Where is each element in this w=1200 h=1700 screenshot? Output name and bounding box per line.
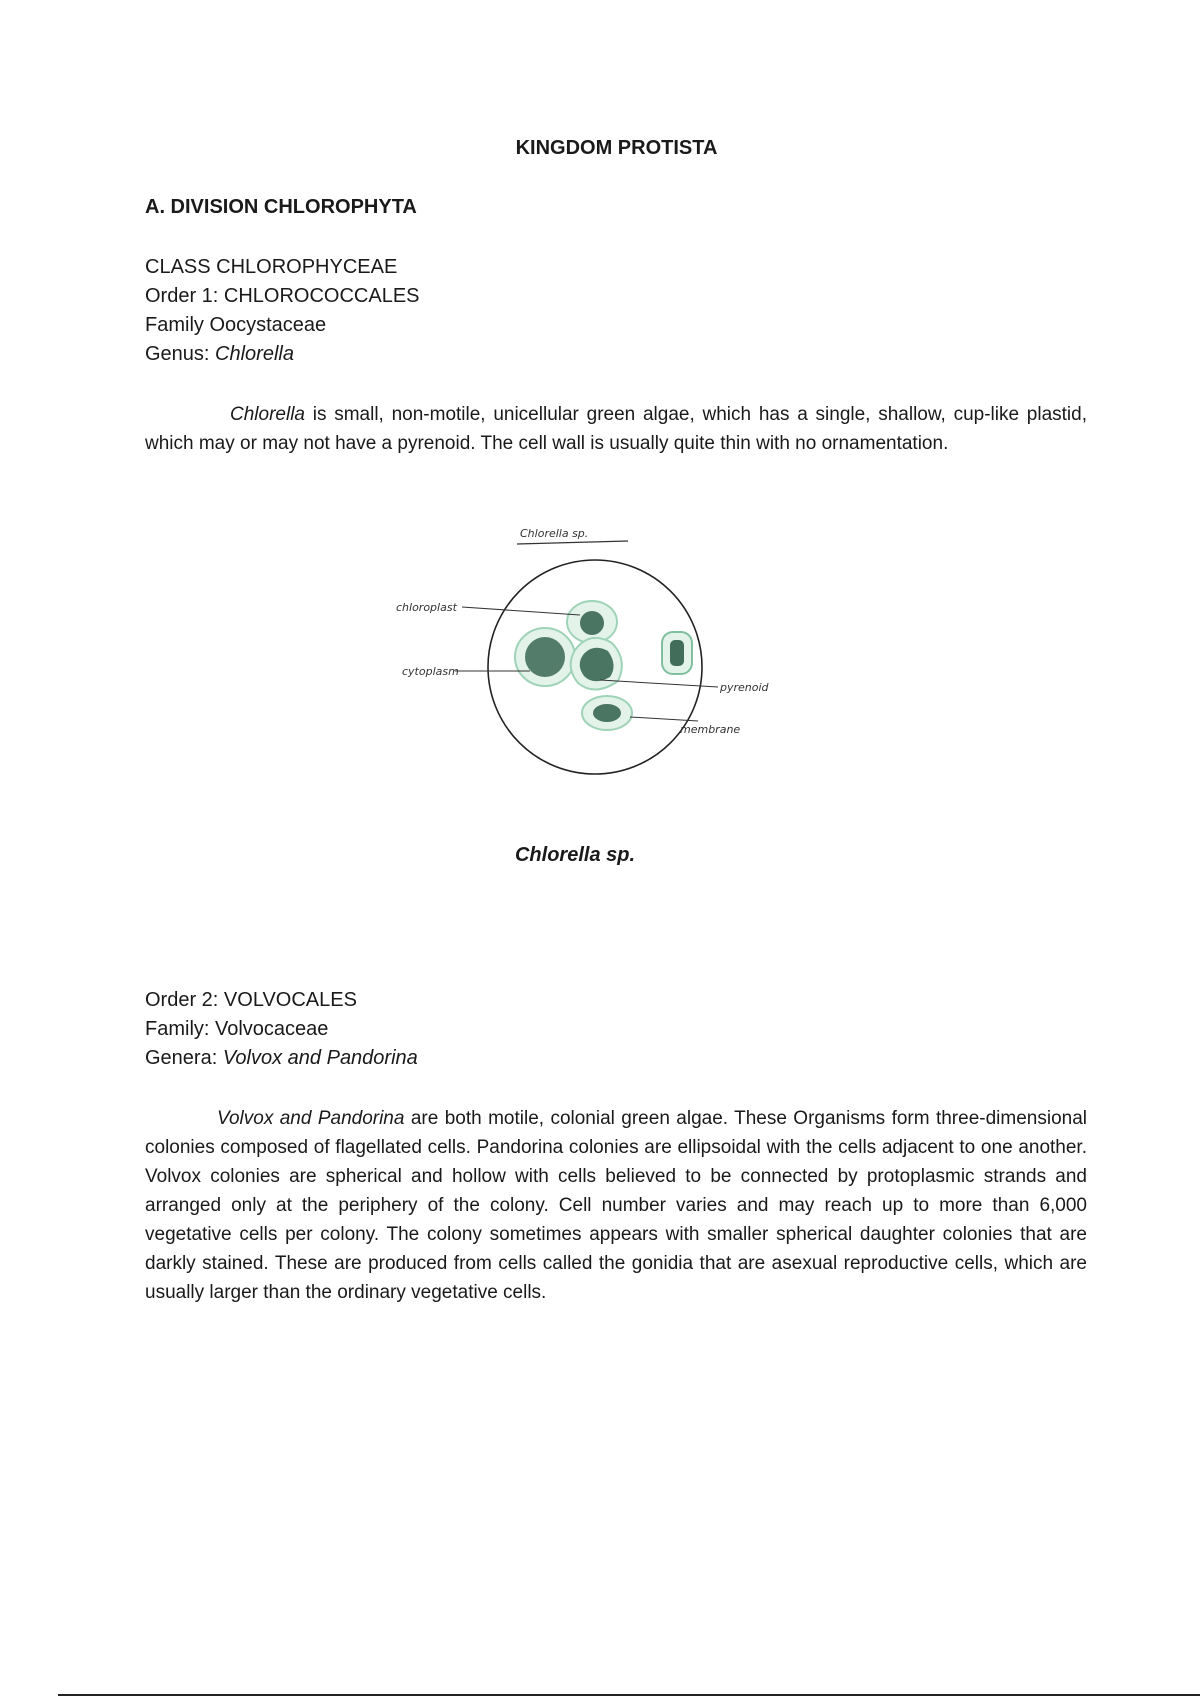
cell-top	[567, 601, 617, 643]
taxonomy-block-chlorococcales	[145, 253, 420, 369]
chlorella-lead: Chlorella	[230, 404, 305, 425]
cell-center	[571, 638, 622, 690]
title-underline	[517, 541, 628, 544]
chlorella-sketch-svg	[380, 505, 820, 805]
taxonomy-block-volvocales	[145, 986, 418, 1073]
label-pyrenoid: pyrenoid	[720, 681, 769, 694]
bottom-rule	[58, 1694, 1200, 1696]
class-line: CLASS CHLOROPHYCEAE	[145, 256, 398, 278]
cell-right	[662, 632, 692, 674]
label-chloroplast: chloroplast	[396, 601, 457, 614]
genera-names: Volvox and Pandorina	[222, 1047, 418, 1069]
cell-bottom	[582, 696, 632, 730]
order-line-2: Order 2: VOLVOCALES	[145, 989, 357, 1011]
volvox-lead: Volvox and Pandorina	[217, 1108, 405, 1129]
figure-caption: Chlorella sp.	[514, 844, 636, 866]
genus-prefix: Genus:	[145, 343, 216, 365]
volvox-text: are both motile, colonial green algae. These Organisms form three-dimensional colonies composed of flagellated cells. Pandorina colonies are ellipsoidal with the cells adjacent to one another. Volvox colonies are spherical and hollow with cells believed to be connected by protoplasmic strands and arranged only at the periphery of the colony. Cell number varies and may reach up to more than 6,000 vegetative cells per colony. The colony sometimes appears with smaller spherical daughter colonies that are darkly stained. These are produced from cells called the gonidia that are asexual reproductive cells, which are usually larger than the ordinary vegetative cells.	[145, 1108, 1087, 1303]
leader-chloroplast	[462, 607, 580, 615]
chlorella-drawing	[380, 505, 820, 805]
chlorella-text: is small, non-motile, unicellular green algae, which has a single, shallow, cup-like plastid, which may or may not have a pyrenoid. The cell wall is usually quite thin with no ornamentation.	[145, 404, 1087, 454]
page-title: KINGDOM PROTISTA	[515, 137, 718, 159]
family-line-2: Family: Volvocaceae	[145, 1018, 329, 1040]
drawing-title: Chlorella sp.	[520, 527, 589, 540]
genus-name: Chlorella	[215, 343, 294, 365]
division-heading: A. DIVISION CHLOROPHYTA	[145, 196, 417, 218]
cell-left	[515, 628, 575, 686]
genera-prefix: Genera:	[145, 1047, 223, 1069]
volvox-pandorina-description	[145, 1104, 1087, 1307]
order-line: Order 1: CHLOROCOCCALES	[145, 285, 420, 307]
label-membrane: membrane	[680, 723, 741, 736]
genus-line	[145, 340, 420, 369]
chlorella-description	[145, 400, 1087, 458]
label-cytoplasm: cytoplasm	[402, 665, 459, 678]
genera-line	[145, 1044, 418, 1073]
family-line: Family Oocystaceae	[145, 314, 327, 336]
